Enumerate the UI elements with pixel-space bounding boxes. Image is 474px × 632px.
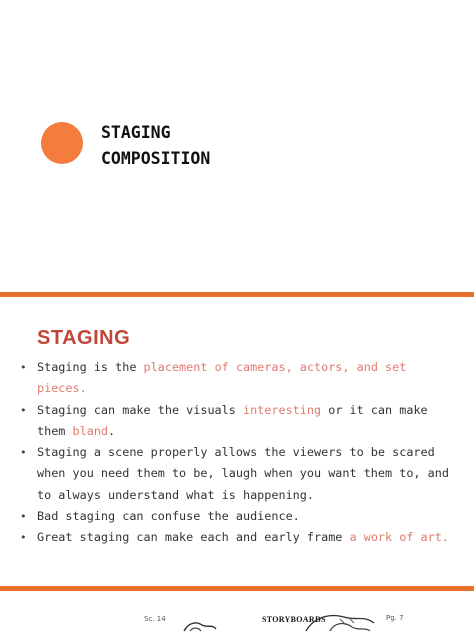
bullet-icon: • (20, 446, 27, 460)
bullet-highlight: a work of art (349, 530, 442, 545)
slide-heading: STAGING (37, 327, 131, 349)
title-line-2: COMPOSITION (101, 149, 211, 168)
bullet-item (20, 357, 460, 400)
bullet-item (20, 527, 460, 548)
bullet-text-end: . (441, 530, 449, 545)
bullet-item (20, 442, 460, 506)
bullet-icon: • (20, 403, 27, 417)
bullet-icon: • (20, 361, 27, 374)
bullet-text: Bad staging can confuse the audience. (37, 509, 300, 524)
bullet-icon: • (20, 510, 27, 524)
sketch-drawing-right (300, 611, 380, 632)
bullet-icon: • (20, 531, 27, 545)
slide-title (101, 120, 210, 172)
bullet-text: Staging is the (37, 360, 144, 374)
bullet-text: Great staging can make each and early frame (37, 530, 350, 545)
storyboards-title: STORYBOARDS (262, 615, 326, 624)
bullet-highlight: placement of cameras, actors, and set pieces (37, 360, 407, 396)
bullet-text-end: . (79, 381, 87, 396)
bullet-highlight-2: bland (72, 423, 109, 438)
bullet-text: Staging a scene properly allows the viewers to be scared when you need them to be, laugh when you want them to, and to always understand what is happening. (37, 445, 449, 502)
bullet-text-end: . (108, 423, 116, 438)
title-slide (0, 0, 474, 292)
sketch-drawing-left (180, 619, 220, 632)
sketch-note-right: Pg. 7 (386, 614, 404, 622)
sketch-note-left: Sc. 14 (144, 615, 166, 623)
bullet-item (20, 506, 460, 527)
storyboards-slide (0, 591, 474, 632)
bullet-highlight: interesting (242, 402, 322, 417)
bullet-item (20, 400, 460, 443)
bullet-list (20, 357, 460, 549)
bullet-text-mid: or it can make them (37, 402, 428, 438)
orange-circle-icon (41, 122, 83, 164)
title-line-1: STAGING (101, 123, 171, 142)
staging-slide (0, 297, 474, 588)
bullet-text: Staging can make the visuals (37, 402, 243, 417)
